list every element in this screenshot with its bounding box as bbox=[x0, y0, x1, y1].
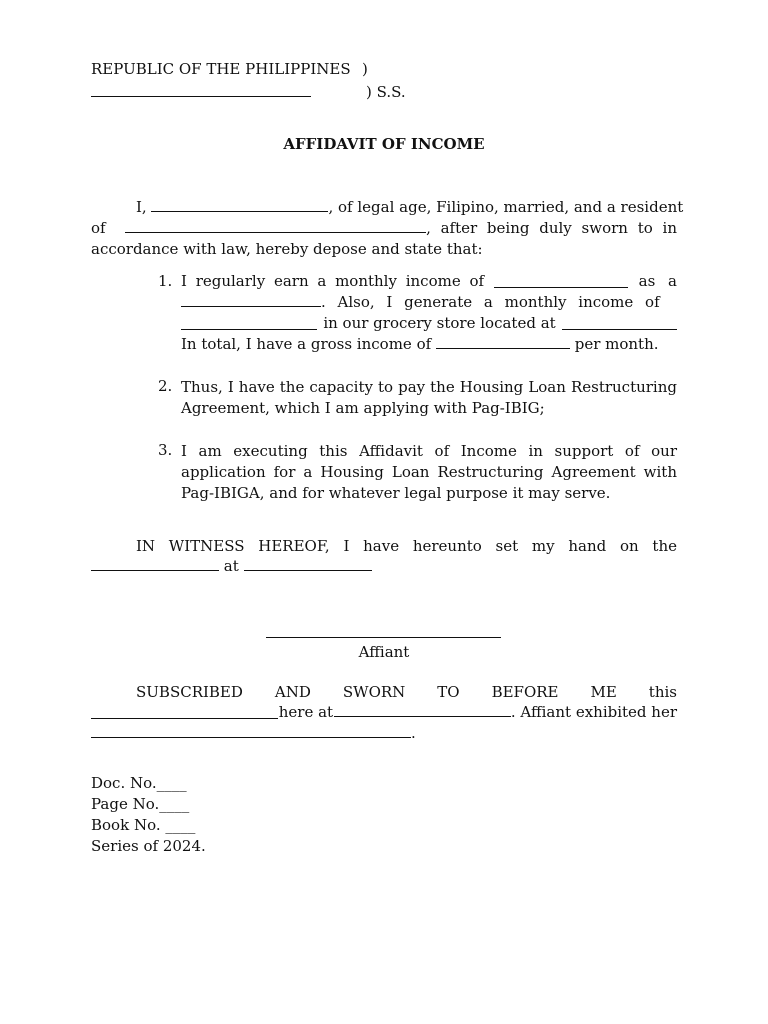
item1-b: as a bbox=[638, 272, 677, 290]
item1-f: per month. bbox=[574, 335, 659, 353]
item3-line2: application for a Housing Loan Restructuring Agreement with bbox=[181, 463, 677, 481]
item1-d: in our grocery store located at bbox=[323, 314, 556, 332]
subscribed-date-blank bbox=[91, 707, 278, 719]
subscribed-end: . bbox=[411, 724, 416, 742]
witness-date-blank bbox=[91, 559, 219, 571]
intro-line1-end: , of legal age, Filipino, married, and a resident bbox=[328, 198, 684, 216]
witness-line2 bbox=[91, 557, 372, 575]
item1-line1 bbox=[181, 272, 677, 290]
residence-blank bbox=[125, 221, 426, 233]
intro-i: I, bbox=[136, 198, 147, 216]
item3-number: 3. bbox=[158, 441, 173, 459]
venue-blank bbox=[91, 96, 311, 97]
affiant-signature-line bbox=[266, 637, 501, 638]
item2-line1: Thus, I have the capacity to pay the Housing Loan Restructuring bbox=[181, 378, 677, 396]
series: Series of 2024. bbox=[91, 837, 206, 855]
intro-line2-end: , after being duly sworn to in bbox=[426, 219, 677, 237]
subscribed-place-blank bbox=[334, 705, 511, 717]
venue-republic: REPUBLIC OF THE PHILIPPINES bbox=[91, 60, 351, 78]
item3-line3: Pag-IBIGA, and for whatever legal purpose it may serve. bbox=[181, 484, 611, 502]
intro-line2 bbox=[91, 219, 677, 237]
item1-line4 bbox=[181, 335, 659, 353]
item1-e: In total, I have a gross income of bbox=[181, 335, 432, 353]
subscribed-line2 bbox=[91, 703, 677, 721]
intro-line1 bbox=[136, 198, 683, 216]
subscribed-exhibited: . Affiant exhibited her bbox=[510, 703, 677, 721]
subscribed-line3 bbox=[91, 724, 416, 742]
page-no: Page No.____ bbox=[91, 795, 190, 813]
item1-c: . Also, I generate a monthly income of bbox=[321, 293, 660, 311]
document-title: AFFIDAVIT OF INCOME bbox=[283, 135, 485, 153]
venue-ss: ) S.S. bbox=[366, 83, 406, 101]
item1-line2 bbox=[181, 293, 677, 311]
witness-at: at bbox=[223, 557, 239, 575]
venue-paren: ) bbox=[362, 60, 368, 78]
grocery-income-blank bbox=[181, 318, 317, 330]
doc-no: Doc. No.____ bbox=[91, 774, 187, 792]
item3-line1: I am executing this Affidavit of Income in support of our bbox=[181, 442, 677, 460]
gross-income-blank bbox=[436, 337, 570, 349]
name-blank bbox=[151, 200, 328, 212]
item1-line3 bbox=[181, 314, 677, 332]
item1-a: I regularly earn a monthly income of bbox=[181, 272, 485, 290]
intro-of: of bbox=[91, 219, 106, 237]
item1-number: 1. bbox=[158, 272, 173, 290]
item2-number: 2. bbox=[158, 377, 173, 395]
id-blank bbox=[91, 726, 411, 738]
income-blank bbox=[494, 276, 628, 288]
subscribed-line1: SUBSCRIBED AND SWORN TO BEFORE ME this bbox=[136, 683, 677, 701]
witness-line1: IN WITNESS HEREOF, I have hereunto set my hand on the bbox=[136, 537, 677, 555]
witness-place-blank bbox=[244, 559, 372, 571]
affiant-label: Affiant bbox=[358, 643, 410, 661]
item2-line2: Agreement, which I am applying with Pag-IBIG; bbox=[181, 399, 545, 417]
store-location-blank bbox=[562, 318, 677, 330]
occupation-blank bbox=[181, 295, 321, 307]
intro-line3: accordance with law, hereby depose and state that: bbox=[91, 240, 483, 258]
subscribed-here-at: here at bbox=[278, 703, 334, 721]
book-no: Book No. ____ bbox=[91, 816, 196, 834]
